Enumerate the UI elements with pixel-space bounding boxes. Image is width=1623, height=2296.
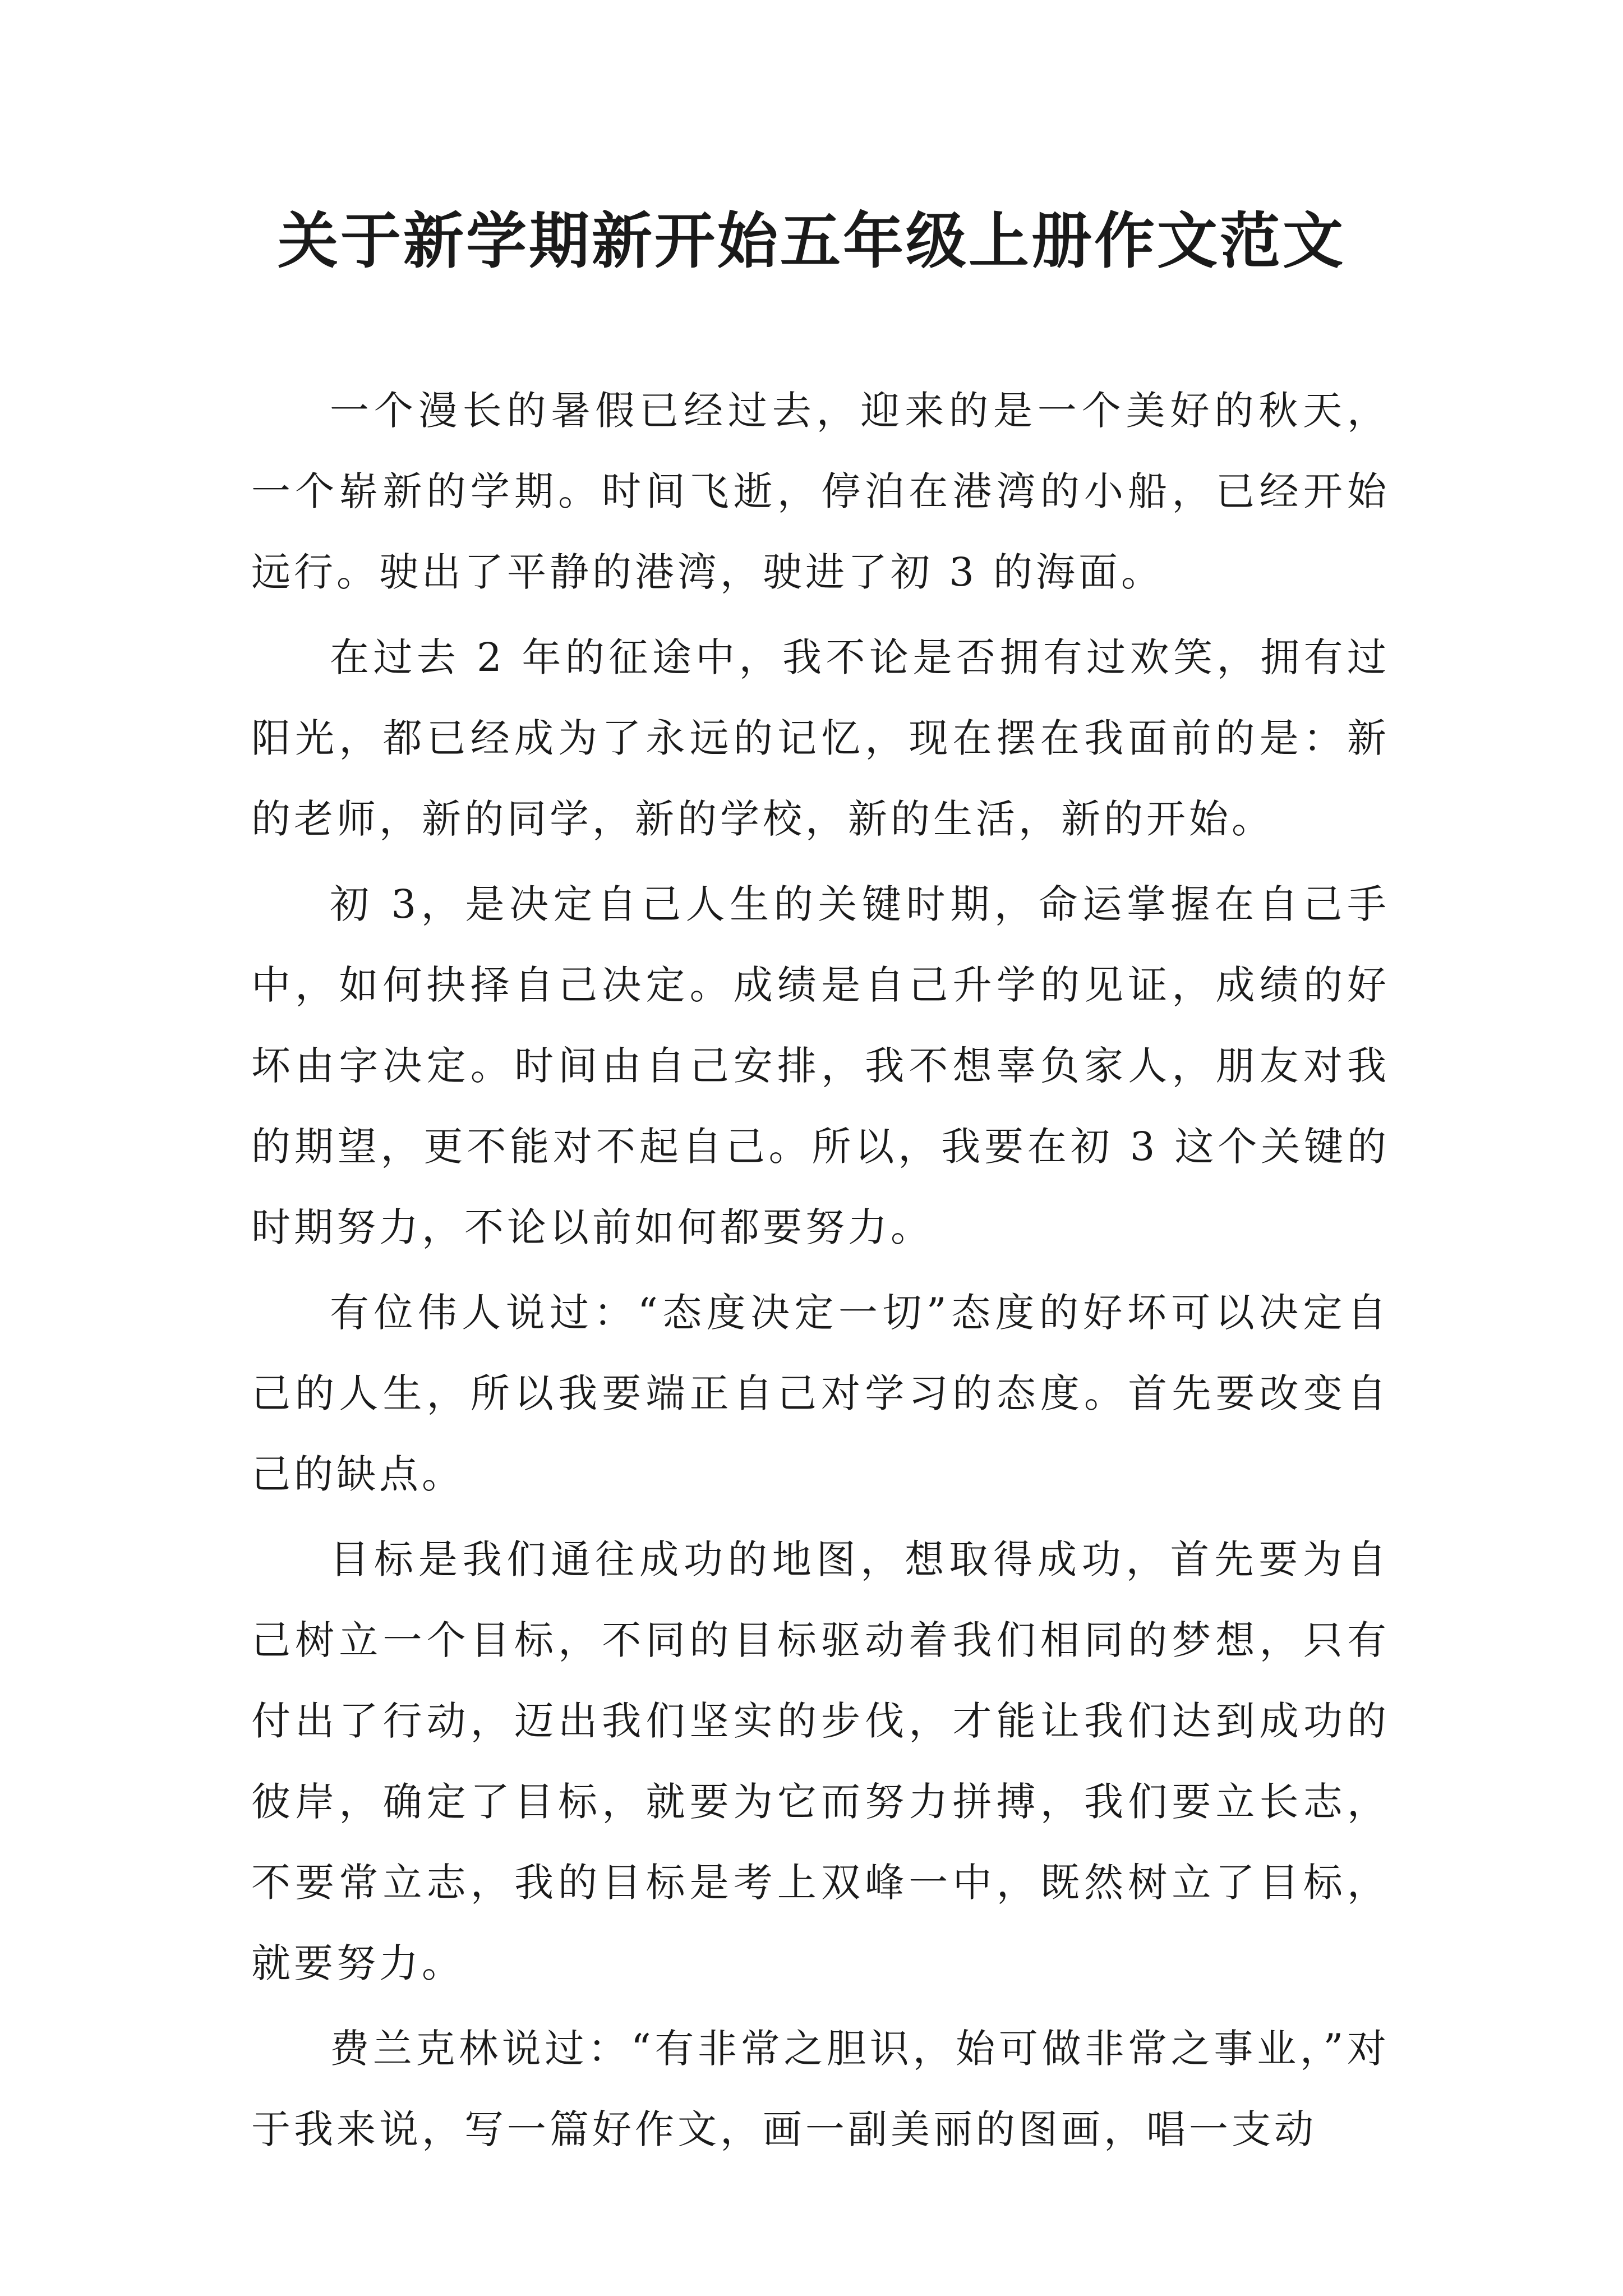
paragraph: 一个漫长的暑假已经过去，迎来的是一个美好的秋天，一个崭新的学期。时间飞逝，停泊在港湾的小船，已经开始远行。驶出了平静的港湾，驶进了初 3 的海面。 [251, 388, 1390, 595]
paragraph: 在过去 2 年的征途中，我不论是否拥有过欢笑，拥有过阳光，都已经成为了永远的记忆，现在摆在我面前的是：新的老师，新的同学，新的学校，新的生活，新的开始。 [251, 634, 1390, 842]
paragraph: 初 3，是决定自己人生的关键时期，命运掌握在自己手中，如何抉择自己决定。成绩是自己升学的见证，成绩的好坏由字决定。时间由自己安排，我不想辜负家人，朋友对我的期望，更不能对不起自己。所以，我要在初 3 这个关键的时期努力，不论以前如何都要努力。 [251, 881, 1390, 1250]
paragraph: 费兰克林说过：“有非常之胆识，始可做非常之事业，”对于我来说，写一篇好作文，画一副美丽的图画，唱一支动 [251, 2026, 1390, 2152]
paragraph: 目标是我们通往成功的地图，想取得成功，首先要为自己树立一个目标，不同的目标驱动着我们相同的梦想，只有付出了行动，迈出我们坚实的步伐，才能让我们达到成功的彼岸，确定了目标，就要为它而努力拼搏，我们要立长志，不要常立志，我的目标是考上双峰一中，既然树立了目标，就要努力。 [251, 1536, 1390, 1986]
document-title: 关于新学期新开始五年级上册作文范文 [277, 206, 1345, 277]
document-body [251, 370, 1390, 2174]
paragraph: 有位伟人说过：“态度决定一切”态度的好坏可以决定自己的人生，所以我要端正自己对学习的态度。首先要改变自己的缺点。 [251, 1290, 1390, 1497]
